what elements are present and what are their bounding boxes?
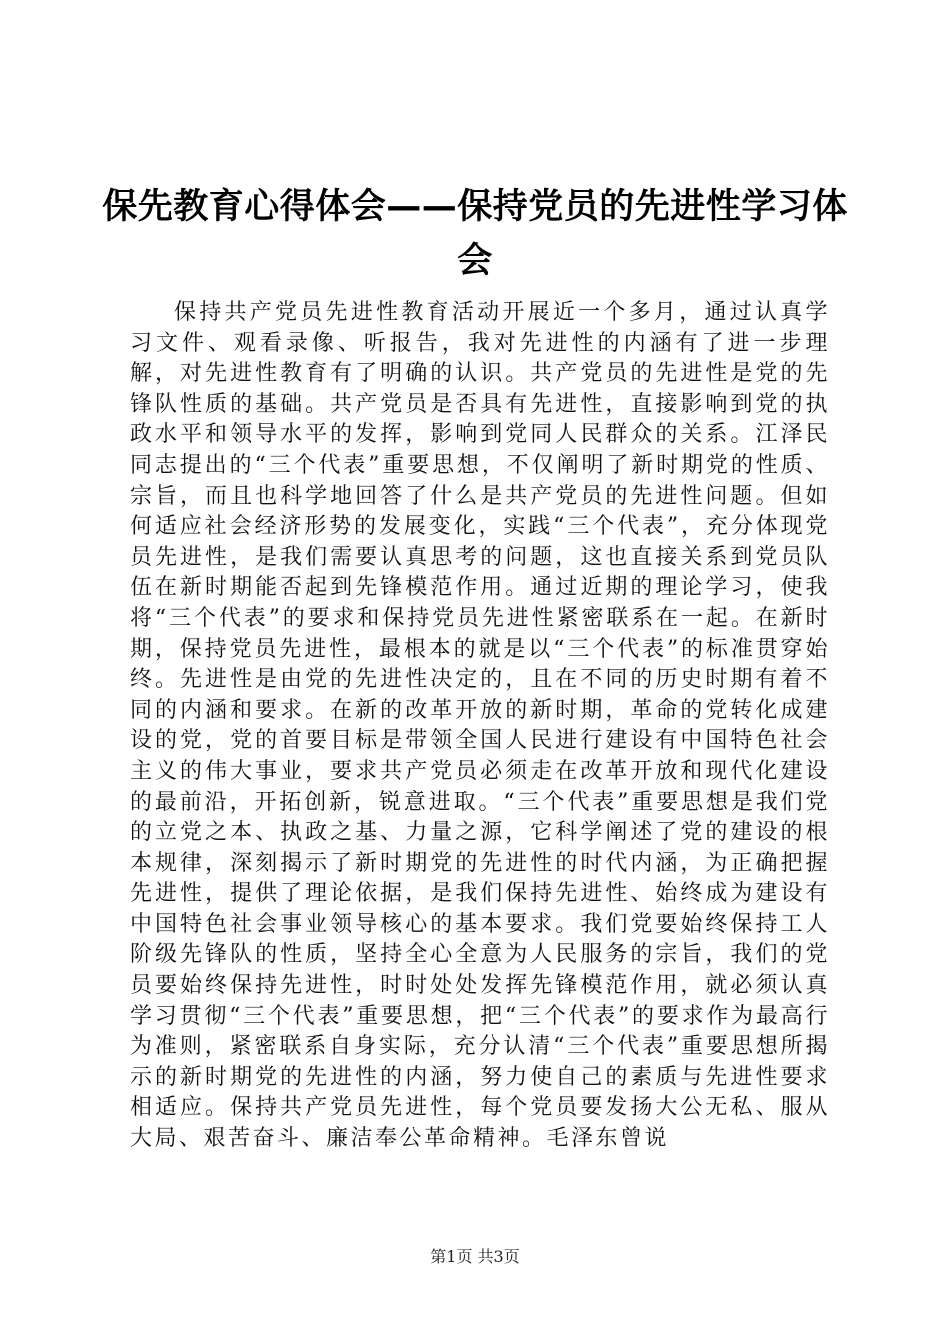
document-title: 保先教育心得体会——保持党员的先进性学习体会 bbox=[102, 187, 848, 281]
body-paragraph: 保持共产党员先进性教育活动开展近一个多月，通过认真学习文件、观看录像、听报告，我对先进性的内涵有了进一步理解，对先进性教育有了明确的认识。共产党员的先进性是党的先锋队性质的基础。共产党员是否具有先进性，直接影响到党的执政水平和领导水平的发挥，影响到党同人民群众的关系。江泽民同志提出的“三个代表”重要思想，不仅阐明了新时期党的性质、宗旨，而且也科学地回答了什么是共产党员的先进性问题。但如何适应社会经济形势的发展变化，实践“三个代表”，充分体现党员先进性，是我们需要认真思考的问题，这也直接关系到党员队伍在新时期能否起到先锋模范作用。通过近期的理论学习，使我将“三个代表”的要求和保持党员先进性紧密联系在一起。在新时期，保持党员先进性，最根本的就是以“三个代表”的标准贯穿始终。先进性是由党的先进性决定的，且在不同的历史时期有着不同的内涵和要求。在新的改革开放的新时期，革命的党转化成建设的党，党的首要目标是带领全国人民进行建设有中国特色社会主义的伟大事业，要求共产党员必须走在改革开放和现代化建设的最前沿，开拓创新，锐意进取。“三个代表”重要思想是我们党的立党之本、执政之基、力量之源，它科学阐述了党的建设的根本规律，深刻揭示了新时期党的先进性的时代内涵，为正确把握先进性，提供了理论依据，是我们保持先进性、始终成为建设有中国特色社会事业领导核心的基本要求。我们党要始终保持工人阶级先锋队的性质，坚持全心全意为人民服务的宗旨，我们的党员要始终保持先进性，时时处处发挥先锋模范作用，就必须认真学习贯彻“三个代表”重要思想，把“三个代表”的要求作为最高行为准则，紧密联系自身实际，充分认清“三个代表”重要思想所揭示的新时期党的先进性的内涵，努力使自己的素质与先进性要求相适应。保持共产党员先进性，每个党员要发扬大公无私、服从大局、艰苦奋斗、廉洁奉公革命精神。毛泽东曾说 bbox=[130, 300, 830, 1152]
page-number-footer: 第1页 共3页 bbox=[430, 1247, 520, 1266]
